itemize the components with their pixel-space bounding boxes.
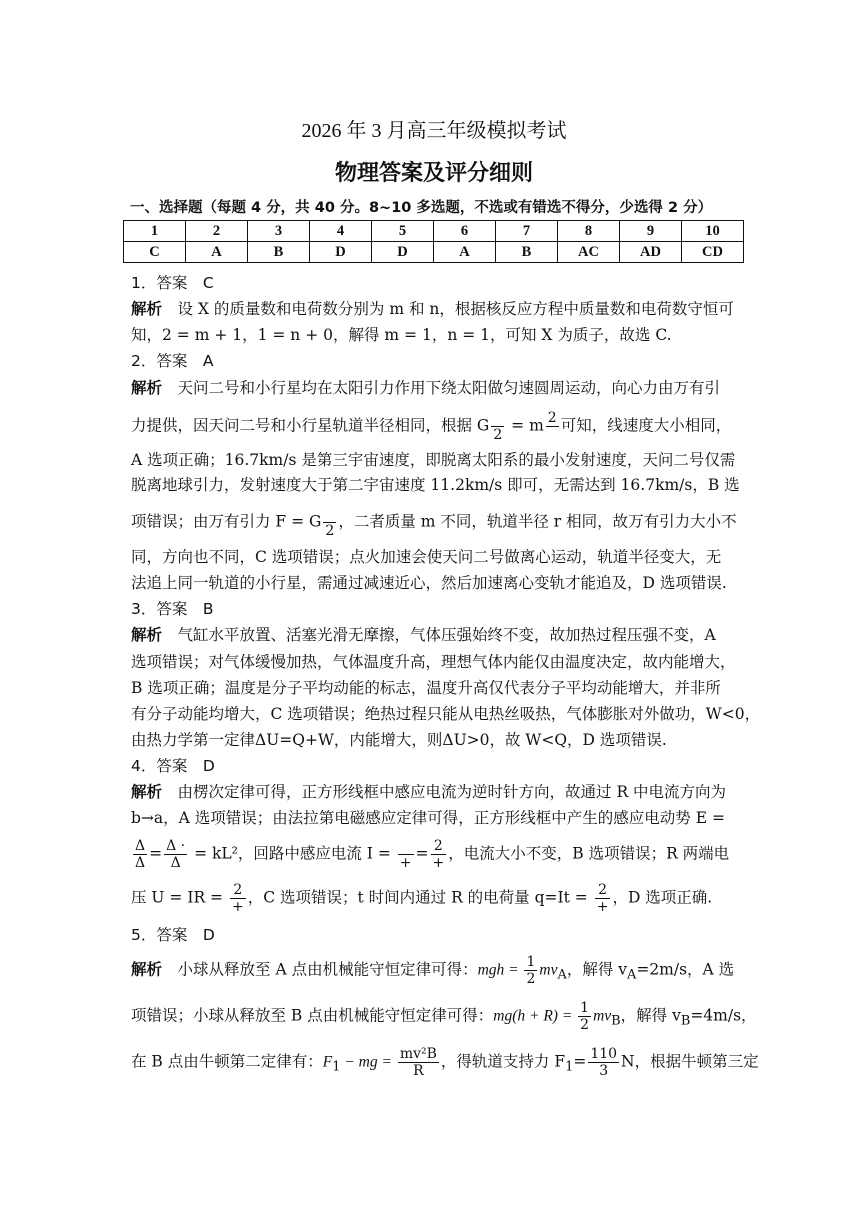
- question-number: 4: [310, 221, 372, 242]
- numerator: 110: [590, 1046, 618, 1062]
- fraction: [491, 410, 504, 443]
- q5-text: 在 B 点由牛顿第二定律有：: [131, 1052, 323, 1071]
- subscript: B: [680, 1013, 691, 1029]
- q5-analysis-line: [131, 1000, 757, 1033]
- denominator: Δ: [135, 855, 146, 871]
- q2-analysis-line: 同，方向也不同，C 选项错误；点火加速会使天问二号做离心运动，轨道半径变大，无: [131, 548, 722, 566]
- answer-table: [123, 220, 744, 263]
- question-number: 6: [434, 221, 496, 242]
- denominator: +: [596, 899, 609, 915]
- question-number: 7: [496, 221, 558, 242]
- numerator: 2: [230, 882, 246, 899]
- answer-cell: CD: [682, 242, 744, 263]
- denominator: 2: [493, 427, 503, 443]
- q1-text: 设 X 的质量数和电荷数分别为 m 和 n，根据核反应方程中质量数和电荷数守恒可: [162, 300, 734, 318]
- q5-analysis-line: [131, 954, 734, 987]
- q2-text: 天问二号和小行星均在太阳引力作用下绕太阳做匀速圆周运动，向心力由万有引: [162, 379, 721, 397]
- subscript: 1: [565, 1059, 574, 1075]
- answer-cell: AD: [620, 242, 682, 263]
- answer-cell: B: [496, 242, 558, 263]
- subscript: B: [611, 1013, 621, 1029]
- fraction: [588, 1046, 619, 1079]
- analysis-label: 解析: [131, 783, 163, 801]
- subscript: A: [627, 967, 637, 983]
- q2-analysis-line: [131, 506, 737, 539]
- fraction: [398, 1046, 439, 1079]
- q4-text: 由楞次定律可得，正方形线框中感应电流为逆时针方向，故通过 R 中电流方向为: [162, 783, 727, 801]
- fraction: [524, 954, 537, 987]
- denominator: +: [432, 855, 445, 871]
- numerator: 2: [431, 838, 447, 855]
- question-number: 9: [620, 221, 682, 242]
- exam-title: 2026 年 3 月高三年级模拟考试: [301, 120, 567, 142]
- q2-text: 可知，线速度大小相同，: [560, 416, 732, 435]
- numerator: [398, 838, 414, 855]
- q5-text: 小球从释放至 A 点由机械能守恒定律可得：: [162, 960, 478, 979]
- denominator: Δ: [170, 855, 181, 871]
- denominator: 2: [325, 523, 335, 539]
- q3-analysis-line: [131, 623, 716, 645]
- numerator: mv²B: [399, 1046, 437, 1062]
- denominator: R: [413, 1063, 424, 1079]
- answer-cell: B: [248, 242, 310, 263]
- answer-cell: A: [434, 242, 496, 263]
- denominator: +: [231, 899, 244, 915]
- numerator: Δ ·: [166, 838, 186, 854]
- q5-formula: F: [322, 1053, 333, 1071]
- answer-cell: D: [310, 242, 372, 263]
- fraction: [546, 410, 559, 443]
- numerator: 2: [595, 882, 611, 899]
- q5-formula: mv: [539, 961, 558, 979]
- analysis-label: 解析: [131, 960, 163, 979]
- answer-cell: C: [124, 242, 186, 263]
- q2-analysis-line: A 选项正确；16.7km/s 是第三宇宙速度，即脱离太阳系的最小发射速度，天问二号仅需: [131, 451, 736, 469]
- denominator: [546, 427, 559, 443]
- q4-text: ，C 选项错误；t 时间内通过 R 的电荷量 q=It =: [247, 888, 593, 907]
- fraction: [578, 1000, 591, 1033]
- q2-analysis-line: 法追上同一轨道的小行星，需通过减速近心，然后加速离心变轨才能追及，D 选项错误.: [131, 574, 727, 592]
- numerator: Δ: [135, 838, 146, 854]
- q4-analysis-line: [131, 780, 726, 802]
- q1-analysis-line: [131, 297, 734, 319]
- q2-answer-heading: 2．答案 A: [131, 352, 214, 370]
- question-number: 3: [248, 221, 310, 242]
- fraction: [431, 838, 447, 871]
- answer-cell: D: [372, 242, 434, 263]
- q5-formula: − mg =: [340, 1053, 396, 1071]
- q4-text: ，D 选项正确.: [612, 888, 713, 907]
- question-number: 8: [558, 221, 620, 242]
- analysis-label: 解析: [131, 300, 163, 318]
- q3-text: 气缸水平放置、活塞光滑无摩擦，气体压强始终不变，故加热过程压强不变，A: [162, 626, 716, 644]
- numerator: 1: [526, 954, 536, 970]
- q2-text: ，二者质量 m 不同，轨道半径 r 相同，故万有引力大小不: [338, 512, 737, 531]
- question-number: 10: [682, 221, 744, 242]
- answer-row: [124, 242, 744, 263]
- q3-analysis-line: B 选项正确；温度是分子平均动能的标志，温度升高仅代表分子平均动能增大，并非所: [131, 679, 721, 697]
- q2-analysis-line: 脱离地球引力，发射速度大于第二宇宙速度 11.2km/s 即可，无需达到 16.7km/s，B 选: [131, 476, 740, 494]
- q5-text: =2m/s，A 选: [636, 960, 735, 979]
- fraction: [230, 882, 246, 915]
- q4-answer-heading: 4．答案 D: [131, 757, 215, 775]
- q5-text: 项错误；小球从释放至 B 点由机械能守恒定律可得：: [131, 1006, 494, 1025]
- denominator: 2: [580, 1017, 590, 1033]
- denominator: 2: [526, 971, 536, 987]
- q4-text: ，电流大小不变，B 选项错误；R 两端电: [448, 844, 730, 863]
- q5-text: N，根据牛顿第三定: [621, 1052, 759, 1071]
- q4-analysis-line: b→a，A 选项错误；由法拉第电磁感应定律可得，正方形线框中产生的感应电动势 E =: [131, 809, 725, 827]
- q3-answer-heading: 3．答案 B: [131, 600, 214, 618]
- analysis-label: 解析: [131, 626, 163, 644]
- q4-text: 压 U = IR =: [131, 888, 228, 907]
- q2-text: 力提供，因天问二号和小行星轨道半径相同，根据 G: [131, 416, 490, 435]
- numerator: 1: [580, 1000, 590, 1016]
- denominator: +: [399, 855, 412, 871]
- analysis-label: 解析: [131, 379, 163, 397]
- numerator: [323, 506, 336, 523]
- q5-formula: mg(h + R) =: [493, 1007, 577, 1025]
- q3-analysis-line: 选项错误；对气体缓慢加热，气体温度升高，理想气体内能仅由温度决定，故内能增大，: [131, 653, 736, 671]
- fraction: [398, 838, 414, 871]
- q3-analysis-line: 由热力学第一定律ΔU=Q+W，内能增大，则ΔU>0，故 W<Q，D 选项错误.: [131, 731, 667, 749]
- q5-text: ，得轨道支持力 F: [440, 1052, 566, 1071]
- question-number: 1: [124, 221, 186, 242]
- answer-subtitle: 物理答案及评分细则: [334, 161, 533, 186]
- equals-sign: =: [415, 844, 429, 863]
- subscript: 1: [332, 1059, 341, 1075]
- fraction: [133, 838, 147, 871]
- q4-text: = kL²，回路中感应电流 I =: [189, 844, 396, 863]
- section-title: 一、选择题（每题 4 分，共 40 分。8~10 多选题，不选或有错选不得分，少选得 2 分）: [130, 200, 713, 216]
- q2-analysis-line: [131, 410, 731, 443]
- q1-answer-heading: 1．答案 C: [131, 274, 214, 292]
- q3-analysis-line: 有分子动能均增大，C 选项错误；绝热过程只能从电热丝吸热，气体膨胀对外做功，W<0，: [131, 705, 761, 723]
- q2-analysis-line: [131, 376, 720, 398]
- question-number: 5: [372, 221, 434, 242]
- q5-answer-heading: 5．答案 D: [131, 926, 215, 944]
- q4-analysis-line: [131, 838, 729, 871]
- q2-text: = m: [506, 416, 544, 435]
- fraction: [164, 838, 187, 871]
- numerator: 2: [547, 410, 557, 426]
- q5-formula: mv: [593, 1007, 612, 1025]
- q5-text: ，解得 v: [620, 1006, 681, 1025]
- q2-text: 项错误；由万有引力 F = G: [131, 512, 322, 531]
- equals-sign: =: [573, 1052, 587, 1071]
- equals-sign: =: [149, 844, 163, 863]
- numerator: [491, 410, 504, 427]
- q5-text: =4m/s，: [690, 1006, 757, 1025]
- answer-cell: A: [186, 242, 248, 263]
- q5-text: ，解得 v: [566, 960, 627, 979]
- denominator: 3: [599, 1063, 609, 1079]
- question-number: 2: [186, 221, 248, 242]
- fraction: [595, 882, 611, 915]
- subscript: A: [557, 967, 567, 983]
- q5-formula: mgh =: [477, 961, 523, 979]
- answer-cell: AC: [558, 242, 620, 263]
- fraction: [323, 506, 336, 539]
- question-number-row: [124, 221, 744, 242]
- q5-analysis-line: [131, 1046, 759, 1079]
- q1-analysis-line: 知，2 = m + 1，1 = n + 0，解得 m = 1，n = 1，可知 X 为质子，故选 C.: [131, 326, 672, 344]
- q4-analysis-line: [131, 882, 712, 915]
